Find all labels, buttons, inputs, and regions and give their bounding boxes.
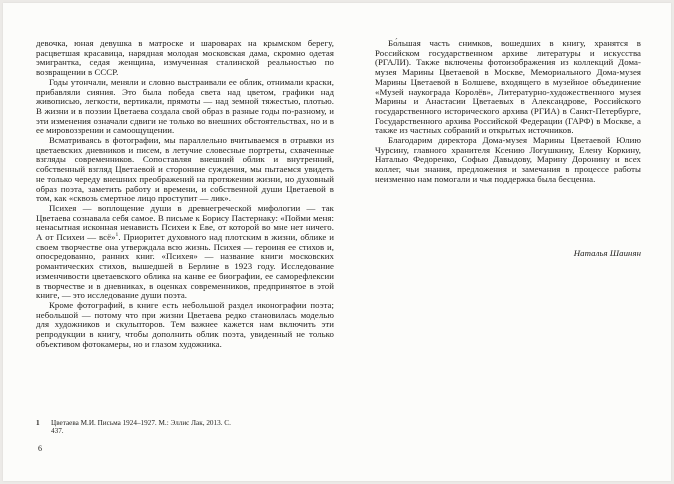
page-number: 6 bbox=[38, 444, 42, 453]
paragraph-text: Психея — воплощение души в древнегреческой мифологии — так Цветаева сознавала себя самое. В письме к Борису Пастернаку: «Пойми меня: ненасытная исконная ненависть Психеи к Еве, от которой во мне нет ничего. А от Психеи — всё» bbox=[36, 202, 334, 243]
footnote-text: Цветаева М.И. Письма 1924–1927. М.: Эллис Лак, 2013. С. 437. bbox=[51, 419, 231, 436]
text-column-right bbox=[375, 39, 641, 339]
footnote bbox=[36, 419, 334, 436]
paragraph: Кроме фотографий, в книге есть небольшой раздел иконографии поэта; небольшой — потому что при жизни Цветаева редко становилась моделью для художников и скульпторов. Тем важнее кажется нам включить эти репродукции в книгу, чтобы дополнить облик поэта, увиденный не только объективом фотокамеры, но и глазом художника. bbox=[36, 299, 334, 349]
paragraph: девочка, юная девушка в матроске и шароварах на крымском берегу, расцветшая красавица, нарядная молодая московская дама, скромно одетая эмигрантка, седая женщина, измученная сталинской реальностью по возвращении в СССР. bbox=[36, 38, 334, 78]
paragraph bbox=[36, 204, 334, 301]
paragraph: Благодарим директора Дома-музея Марины Цветаевой Юлию Чурсину, главного хранителя Ксению Логушкину, Елену Коркину, Наталью Федоренко, Софью Давыдову, Марину Доронину и всех коллег, чьи знания, предложения и замечания в процессе работы неизменно нам помогали и чья поддержка была бесценна. bbox=[375, 135, 641, 184]
footnote-marker: 1 bbox=[36, 419, 40, 427]
paragraph: Всматриваясь в фотографии, мы параллельно вчитываемся в отрывки из цветаевских дневников и писем, в летучие словесные портреты, схваченные взгляды современников. Сопоставляя внешний облик и внутренний, собственный взгляд Цветаевой и сторонние суждения, мы пытаемся увидеть не только череду внешних преображений на протяжении жизни, но духовный образ поэта, заметить работу и времени, и собственной души Цветаевой в том, как «сквозь смертное лицо проступит — лик». bbox=[36, 135, 334, 204]
paragraph: Бо́льшая часть снимков, вошедших в книгу, хранятся в Российском государственном архиве литературы и искусства (РГАЛИ). Также включены фотоизображения из коллекций Дома-музея Марины Цветаевой в Москве, Мемориального Дома-музея Марины Цветаевой в Болшеве, входящего в музейное объединение «Музей наукограда Королёв», Литературно-художественного музея Марины и Анастасии Цветаевых в Александрове, Российского государственного исторического архива (РГИА) в Санкт-Петербурге, Государственного архива Российской Федерации (ГАРФ) в Москве, а также из частных собраний и открытых источников. bbox=[375, 38, 641, 136]
author-signature: Наталья Шаинян bbox=[573, 248, 641, 258]
paragraph-text: . Приоритет духовного над плотским в жизни, облике и своем творчестве она утверждала всю жизнь. Психея — героиня ее стихов и, опосредованно, ранних книг. «Психея» — название книги московских романтических стихов, вышедшей в Берлине в 1923 году. Исследование изменчивости цветаевского облика на канве ее биографии, ее саморефлексии в творчестве и в дневниках, в оценках современников, предпринятое в этой книге, — это исследование души поэта. bbox=[36, 232, 335, 301]
text-column-left bbox=[36, 39, 334, 350]
paragraph: Годы утончали, меняли и словно выстраивали ее облик, отнимали краски, прибавляли сияния. Это была победа света над цветом, графики над живописью, легкости, вертикали, прямоты — над земной тяжестью, плотью. В жизни и в поэзии Цветаева создала свой образ в разные годы по-разному, и эти изменения означали сдвиги не только во внешних обстоятельствах, но и в ее мировоззрении и самоощущении. bbox=[36, 76, 334, 136]
footnote-reference: 1 bbox=[115, 232, 119, 239]
book-page bbox=[3, 3, 671, 481]
